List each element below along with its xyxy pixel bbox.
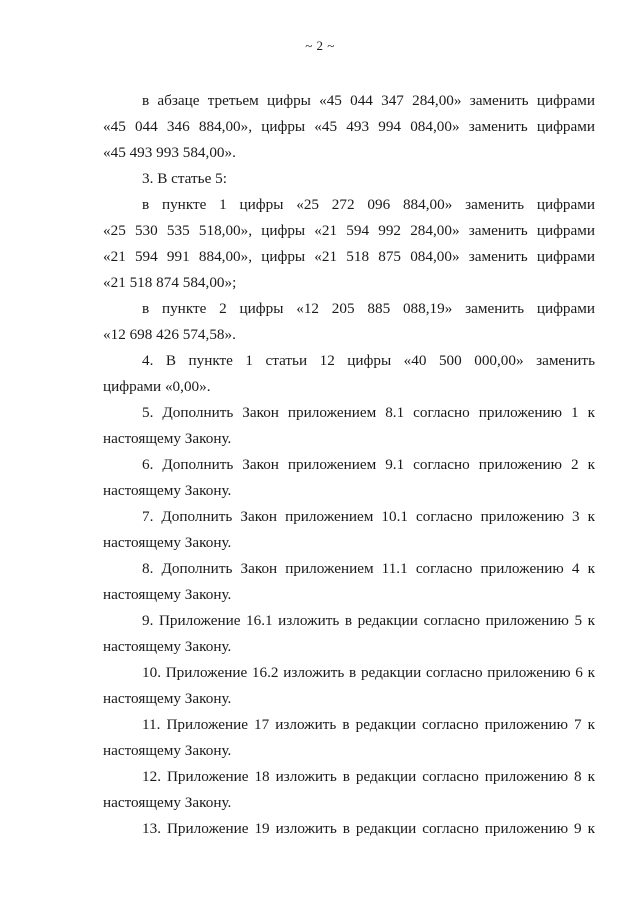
- text-line: настоящему Закону.: [103, 690, 232, 707]
- text-line: 7. Дополнить Закон приложением 10.1 согласно приложению 3 к: [142, 508, 595, 525]
- page-number: ~ 2 ~: [305, 38, 335, 53]
- text-line: настоящему Закону.: [103, 742, 232, 759]
- text-line: «21 594 991 884,00», цифры «21 518 875 084,00» заменить цифрами: [103, 248, 595, 265]
- text-line: настоящему Закону.: [103, 638, 232, 655]
- text-line: «45 493 993 584,00».: [103, 144, 236, 161]
- text-line: 12. Приложение 18 изложить в редакции согласно приложению 8 к: [142, 768, 595, 785]
- document-body: [103, 88, 595, 842]
- text-line: 13. Приложение 19 изложить в редакции согласно приложению 9 к: [142, 820, 595, 837]
- text-line: 10. Приложение 16.2 изложить в редакции согласно приложению 6 к: [142, 664, 595, 681]
- text-line: 4. В пункте 1 статьи 12 цифры «40 500 000,00» заменить: [142, 352, 595, 369]
- text-line: 5. Дополнить Закон приложением 8.1 согласно приложению 1 к: [142, 404, 595, 421]
- text-line: настоящему Закону.: [103, 430, 232, 447]
- text-line: «21 518 874 584,00»;: [103, 274, 237, 291]
- text-line: в пункте 2 цифры «12 205 885 088,19» заменить цифрами: [142, 300, 595, 317]
- text-line: настоящему Закону.: [103, 794, 232, 811]
- text-line: 3. В статье 5:: [142, 170, 227, 187]
- text-line: 8. Дополнить Закон приложением 11.1 согласно приложению 4 к: [142, 560, 595, 577]
- text-line: в пункте 1 цифры «25 272 096 884,00» заменить цифрами: [142, 196, 595, 213]
- text-line: настоящему Закону.: [103, 482, 232, 499]
- text-line: цифрами «0,00».: [103, 378, 211, 395]
- text-line: 11. Приложение 17 изложить в редакции согласно приложению 7 к: [142, 716, 595, 733]
- text-line: «25 530 535 518,00», цифры «21 594 992 284,00» заменить цифрами: [103, 222, 595, 239]
- text-line: настоящему Закону.: [103, 534, 232, 551]
- text-line: 6. Дополнить Закон приложением 9.1 согласно приложению 2 к: [142, 456, 595, 473]
- text-line: 9. Приложение 16.1 изложить в редакции согласно приложению 5 к: [142, 612, 595, 629]
- text-line: «45 044 346 884,00», цифры «45 493 994 084,00» заменить цифрами: [103, 118, 595, 135]
- text-line: настоящему Закону.: [103, 586, 232, 603]
- text-line: «12 698 426 574,58».: [103, 326, 236, 343]
- text-line: в абзаце третьем цифры «45 044 347 284,00» заменить цифрами: [142, 92, 595, 109]
